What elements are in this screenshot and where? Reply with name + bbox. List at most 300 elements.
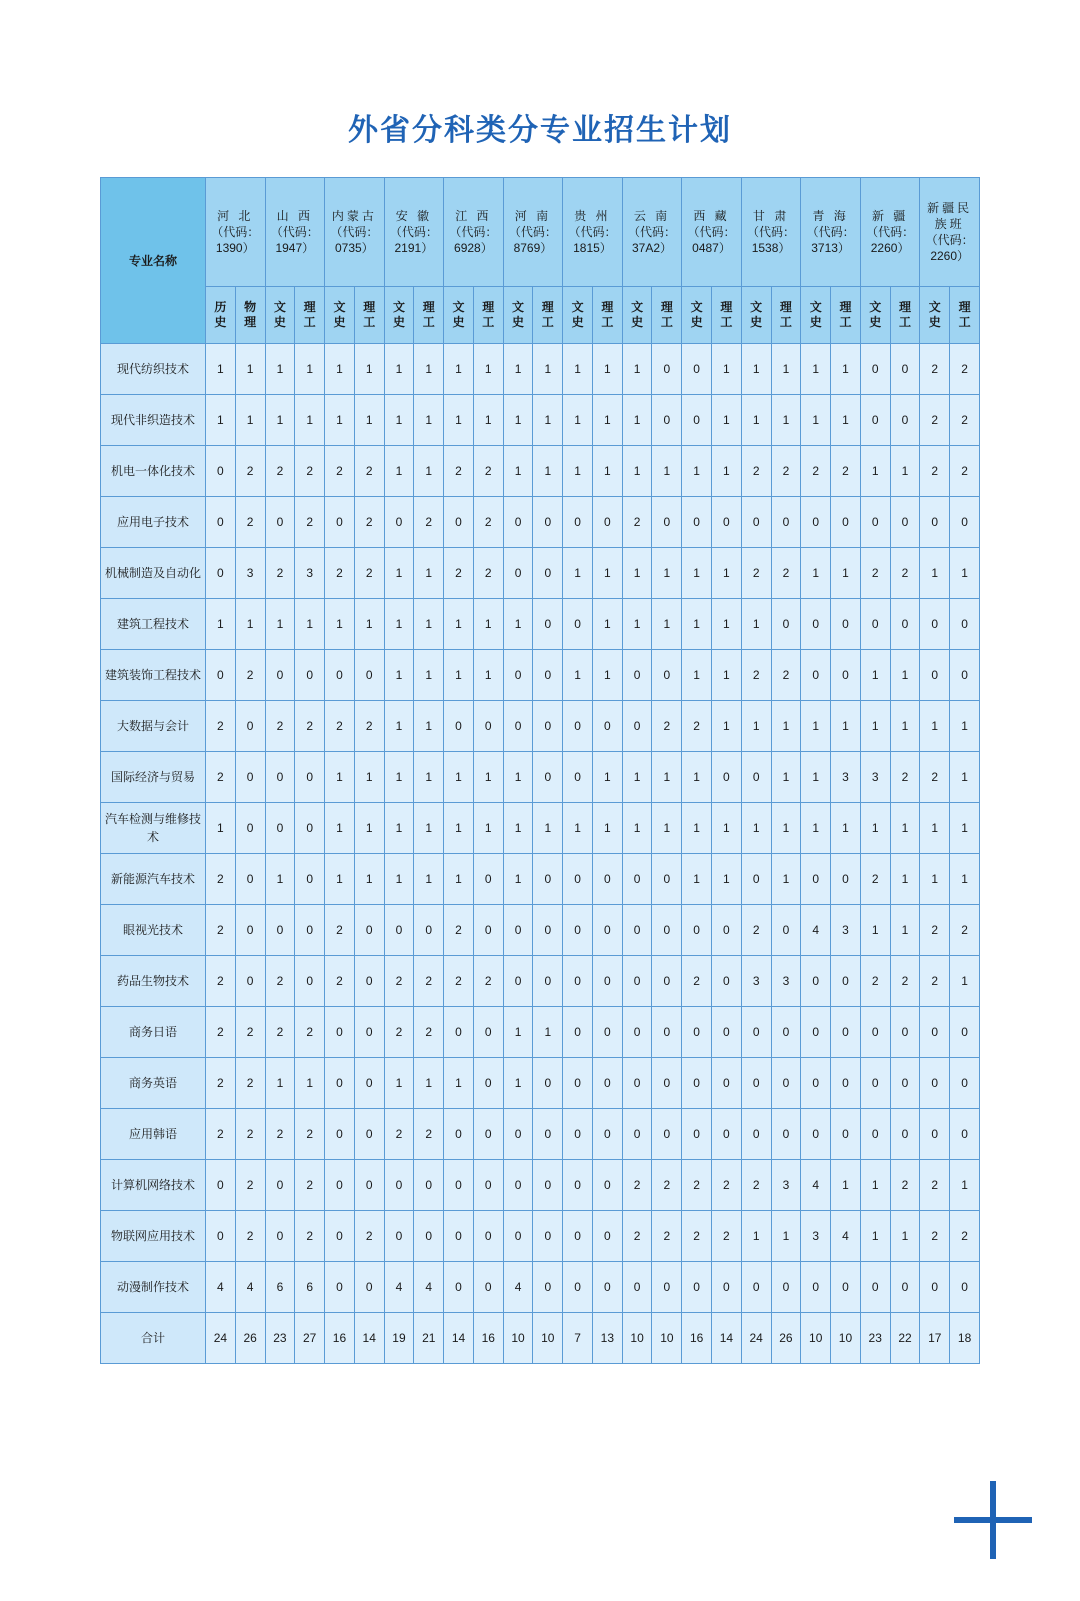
plan-value-cell: 1: [503, 599, 533, 650]
plan-value-cell: 1: [503, 1058, 533, 1109]
plan-value-cell: 0: [712, 1007, 742, 1058]
total-value-cell: 10: [801, 1313, 831, 1364]
plan-value-cell: 0: [503, 905, 533, 956]
plan-value-cell: 0: [890, 497, 920, 548]
plan-value-cell: 0: [741, 1109, 771, 1160]
header-subject-9: [473, 287, 503, 344]
plan-value-cell: 1: [563, 446, 593, 497]
plan-value-cell: 0: [384, 497, 414, 548]
plan-value-cell: 2: [741, 446, 771, 497]
plan-value-cell: 1: [592, 650, 622, 701]
total-value-cell: 14: [354, 1313, 384, 1364]
plan-value-cell: 3: [771, 956, 801, 1007]
plan-value-cell: 0: [563, 752, 593, 803]
plan-value-cell: 1: [831, 803, 861, 854]
plan-value-cell: 0: [950, 1058, 980, 1109]
plan-value-cell: 3: [771, 1160, 801, 1211]
table-row: [101, 1160, 980, 1211]
header-subject-7: [414, 287, 444, 344]
plan-value-cell: 2: [473, 446, 503, 497]
plan-value-cell: 0: [444, 1262, 474, 1313]
plan-value-cell: 1: [414, 446, 444, 497]
plan-value-cell: 0: [712, 956, 742, 1007]
header-region-anhui: [384, 178, 444, 287]
plan-value-cell: 2: [414, 1007, 444, 1058]
plan-value-cell: 2: [444, 905, 474, 956]
plan-value-cell: 2: [354, 497, 384, 548]
region-code-num-jiangxi: 6928）: [454, 241, 493, 256]
plan-value-cell: 1: [920, 854, 950, 905]
plan-value-cell: 0: [920, 1262, 950, 1313]
header-subject-24: [920, 287, 950, 344]
region-code-label-xizang: （代码：: [687, 224, 736, 239]
plan-value-cell: 1: [354, 344, 384, 395]
region-code-num-guizhou: 1815）: [573, 241, 612, 256]
total-value-cell: 24: [741, 1313, 771, 1364]
region-code-label-guizhou: （代码：: [568, 224, 617, 239]
plan-value-cell: 2: [444, 446, 474, 497]
plan-value-cell: 6: [265, 1262, 295, 1313]
plan-value-cell: 0: [652, 1058, 682, 1109]
plan-value-cell: 1: [444, 599, 474, 650]
plan-value-cell: 2: [206, 854, 236, 905]
plan-value-cell: 0: [354, 956, 384, 1007]
plan-value-cell: 0: [325, 1109, 355, 1160]
plan-value-cell: 2: [295, 1160, 325, 1211]
subject-label-14: 文史: [631, 300, 644, 329]
plan-value-cell: 0: [622, 1109, 652, 1160]
region-code-num-yunnan: 37A2）: [631, 241, 672, 256]
plan-value-cell: 0: [712, 497, 742, 548]
plan-value-cell: 0: [801, 956, 831, 1007]
plan-value-cell: 1: [652, 599, 682, 650]
header-subject-11: [533, 287, 563, 344]
region-code-num-xizang: 0487）: [692, 241, 731, 256]
region-code-num-qinghai: 3713）: [811, 241, 850, 256]
plan-value-cell: 0: [652, 395, 682, 446]
plan-value-cell: 0: [533, 497, 563, 548]
subject-label-22: 文史: [869, 300, 882, 329]
region-code-label-qinghai: （代码：: [806, 224, 855, 239]
plan-value-cell: 1: [295, 1058, 325, 1109]
plan-value-cell: 1: [860, 1211, 890, 1262]
plan-value-cell: 0: [473, 1160, 503, 1211]
plan-value-cell: 3: [831, 752, 861, 803]
plan-value-cell: 0: [473, 1262, 503, 1313]
major-name-cell: 新能源汽车技术: [101, 854, 206, 905]
plan-value-cell: 0: [235, 701, 265, 752]
plan-value-cell: 0: [920, 1007, 950, 1058]
header-region-gansu: [741, 178, 801, 287]
total-value-cell: 10: [831, 1313, 861, 1364]
plan-value-cell: 2: [741, 1160, 771, 1211]
plan-value-cell: 0: [325, 1211, 355, 1262]
region-name-qinghai: 青 海: [812, 208, 849, 223]
plan-value-cell: 0: [771, 1058, 801, 1109]
region-name-henan: 河 南: [514, 208, 552, 223]
plan-value-cell: 1: [950, 803, 980, 854]
plan-value-cell: 1: [622, 752, 652, 803]
region-code-num-shanxi: 1947）: [275, 241, 315, 256]
plan-value-cell: 0: [622, 956, 652, 1007]
plan-value-cell: 4: [503, 1262, 533, 1313]
total-value-cell: 26: [235, 1313, 265, 1364]
plan-value-cell: 1: [563, 650, 593, 701]
plan-value-cell: 0: [354, 1007, 384, 1058]
plan-value-cell: 0: [652, 956, 682, 1007]
plan-value-cell: 1: [444, 803, 474, 854]
plan-value-cell: 2: [414, 497, 444, 548]
plan-value-cell: 2: [235, 650, 265, 701]
plan-value-cell: 1: [622, 548, 652, 599]
major-name-cell: 动漫制作技术: [101, 1262, 206, 1313]
plan-value-cell: 1: [860, 803, 890, 854]
plan-value-cell: 0: [503, 1211, 533, 1262]
region-code-label-xinjiang-minzuban: （代码：: [925, 233, 974, 247]
plan-value-cell: 0: [235, 854, 265, 905]
plan-value-cell: 0: [622, 701, 652, 752]
plan-value-cell: 0: [206, 1211, 236, 1262]
plan-value-cell: 0: [563, 1109, 593, 1160]
plan-value-cell: 0: [473, 1109, 503, 1160]
plan-value-cell: 0: [206, 497, 236, 548]
plan-value-cell: 0: [592, 701, 622, 752]
plan-value-cell: 0: [801, 1058, 831, 1109]
plan-value-cell: 0: [771, 497, 801, 548]
total-label-cell: 合计: [101, 1313, 206, 1364]
plan-value-cell: 1: [235, 344, 265, 395]
plan-value-cell: 0: [622, 650, 652, 701]
plan-value-cell: 0: [860, 395, 890, 446]
plan-value-cell: 2: [920, 1160, 950, 1211]
subject-label-18: 文史: [750, 300, 763, 329]
subject-label-11: 理工: [541, 300, 554, 329]
plan-value-cell: 2: [860, 548, 890, 599]
plan-value-cell: 2: [890, 956, 920, 1007]
plan-value-cell: 1: [295, 395, 325, 446]
plan-value-cell: 0: [563, 497, 593, 548]
plan-value-cell: 2: [771, 446, 801, 497]
plan-value-cell: 2: [920, 344, 950, 395]
plan-value-cell: 2: [325, 956, 355, 1007]
plan-value-cell: 0: [682, 1058, 712, 1109]
plan-value-cell: 0: [741, 854, 771, 905]
plan-value-cell: 0: [592, 1058, 622, 1109]
plan-value-cell: 4: [414, 1262, 444, 1313]
plan-value-cell: 0: [533, 701, 563, 752]
table-row: [101, 1058, 980, 1109]
subject-label-5: 理工: [363, 300, 376, 329]
total-value-cell: 7: [563, 1313, 593, 1364]
region-name-gansu: 甘 肃: [752, 208, 790, 223]
plan-value-cell: 2: [414, 956, 444, 1007]
table-row: [101, 701, 980, 752]
plan-value-cell: 1: [592, 344, 622, 395]
plan-value-cell: 0: [235, 905, 265, 956]
subject-label-13: 理工: [601, 300, 614, 329]
plan-value-cell: 2: [682, 1211, 712, 1262]
region-code-label-gansu: （代码：: [747, 224, 796, 239]
plan-value-cell: 1: [295, 599, 325, 650]
plan-value-cell: 0: [831, 1007, 861, 1058]
table-row: [101, 344, 980, 395]
plan-value-cell: 2: [890, 752, 920, 803]
plan-value-cell: 1: [652, 446, 682, 497]
plan-value-cell: 0: [950, 1007, 980, 1058]
header-major-name: 专业名称: [101, 178, 206, 344]
plan-value-cell: 0: [741, 1007, 771, 1058]
plan-value-cell: 1: [622, 803, 652, 854]
plan-value-cell: 1: [890, 854, 920, 905]
crop-mark-vertical: [990, 1481, 996, 1559]
plan-value-cell: 0: [860, 344, 890, 395]
table-row: [101, 395, 980, 446]
plan-value-cell: 0: [771, 1109, 801, 1160]
plan-value-cell: 0: [592, 497, 622, 548]
plan-value-cell: 0: [295, 854, 325, 905]
plan-value-cell: 1: [414, 344, 444, 395]
plan-value-cell: 0: [860, 1262, 890, 1313]
plan-value-cell: 2: [265, 701, 295, 752]
plan-value-cell: 0: [860, 497, 890, 548]
plan-value-cell: 1: [325, 803, 355, 854]
major-name-cell: 现代非织造技术: [101, 395, 206, 446]
table-row: [101, 956, 980, 1007]
plan-value-cell: 2: [206, 1109, 236, 1160]
header-subject-12: [563, 287, 593, 344]
plan-value-cell: 0: [831, 854, 861, 905]
header-subject-8: [444, 287, 474, 344]
header-subject-13: [592, 287, 622, 344]
region-code-num-henan: 8769）: [513, 241, 553, 256]
region-code-label-henan: （代码：: [508, 224, 557, 239]
plan-value-cell: 0: [414, 905, 444, 956]
table-row: [101, 599, 980, 650]
plan-value-cell: 1: [622, 344, 652, 395]
plan-value-cell: 0: [354, 1262, 384, 1313]
plan-value-cell: 0: [682, 395, 712, 446]
plan-value-cell: 0: [533, 1160, 563, 1211]
plan-value-cell: 1: [712, 395, 742, 446]
plan-value-cell: 0: [592, 905, 622, 956]
plan-value-cell: 2: [473, 548, 503, 599]
plan-value-cell: 2: [206, 1007, 236, 1058]
plan-value-cell: 0: [801, 1109, 831, 1160]
plan-value-cell: 1: [920, 803, 950, 854]
total-value-cell: 18: [950, 1313, 980, 1364]
plan-value-cell: 0: [563, 1160, 593, 1211]
header-row-regions: [101, 178, 980, 287]
major-name-cell: 计算机网络技术: [101, 1160, 206, 1211]
plan-value-cell: 1: [860, 446, 890, 497]
subject-label-1: 物理: [244, 300, 257, 329]
plan-value-cell: 0: [682, 1109, 712, 1160]
plan-value-cell: 0: [533, 1058, 563, 1109]
plan-value-cell: 1: [860, 701, 890, 752]
table-row: [101, 1262, 980, 1313]
plan-value-cell: 0: [533, 548, 563, 599]
plan-value-cell: 0: [533, 956, 563, 1007]
table-row: [101, 803, 980, 854]
plan-value-cell: 1: [771, 344, 801, 395]
plan-value-cell: 0: [890, 1058, 920, 1109]
plan-value-cell: 2: [295, 1007, 325, 1058]
region-name-anhui: 安 徽: [395, 208, 433, 223]
plan-value-cell: 2: [295, 497, 325, 548]
plan-value-cell: 0: [295, 905, 325, 956]
plan-value-cell: 1: [533, 1007, 563, 1058]
header-region-hebei: [206, 178, 266, 287]
plan-value-cell: 1: [563, 548, 593, 599]
plan-value-cell: 1: [622, 395, 652, 446]
region-code-num-anhui: 2191）: [394, 241, 434, 256]
plan-value-cell: 1: [503, 395, 533, 446]
plan-value-cell: 0: [533, 752, 563, 803]
plan-value-cell: 1: [295, 344, 325, 395]
plan-value-cell: 2: [741, 548, 771, 599]
plan-value-cell: 2: [920, 395, 950, 446]
plan-value-cell: 2: [235, 446, 265, 497]
header-subject-19: [771, 287, 801, 344]
total-value-cell: 22: [890, 1313, 920, 1364]
admission-plan-table: [100, 177, 980, 1364]
plan-value-cell: 0: [652, 1109, 682, 1160]
plan-value-cell: 1: [473, 599, 503, 650]
total-value-cell: 19: [384, 1313, 414, 1364]
header-subject-6: [384, 287, 414, 344]
plan-value-cell: 1: [682, 599, 712, 650]
plan-value-cell: 0: [652, 854, 682, 905]
plan-value-cell: 0: [622, 1058, 652, 1109]
header-subject-0: [206, 287, 236, 344]
plan-value-cell: 1: [801, 344, 831, 395]
plan-value-cell: 1: [384, 446, 414, 497]
plan-value-cell: 0: [265, 1160, 295, 1211]
plan-value-cell: 0: [265, 497, 295, 548]
total-value-cell: 24: [206, 1313, 236, 1364]
subject-label-2: 文史: [273, 300, 286, 329]
plan-value-cell: 3: [741, 956, 771, 1007]
header-region-yunnan: [622, 178, 682, 287]
plan-value-cell: 1: [503, 752, 533, 803]
plan-value-cell: 3: [295, 548, 325, 599]
header-region-guizhou: [563, 178, 623, 287]
header-subject-16: [682, 287, 712, 344]
plan-value-cell: 0: [831, 1109, 861, 1160]
plan-value-cell: 1: [622, 446, 652, 497]
major-name-cell: 汽车检测与维修技术: [101, 803, 206, 854]
plan-value-cell: 0: [801, 1262, 831, 1313]
plan-value-cell: 1: [206, 395, 236, 446]
plan-value-cell: 1: [890, 1211, 920, 1262]
subject-label-8: 文史: [452, 300, 465, 329]
plan-value-cell: 1: [771, 854, 801, 905]
header-region-xinjiang: [860, 178, 920, 287]
plan-value-cell: 2: [920, 752, 950, 803]
plan-value-cell: 2: [295, 446, 325, 497]
plan-value-cell: 0: [890, 1007, 920, 1058]
plan-value-cell: 1: [473, 650, 503, 701]
region-name-neimenggu: 内蒙古: [331, 208, 377, 223]
plan-value-cell: 3: [831, 905, 861, 956]
plan-value-cell: 2: [295, 701, 325, 752]
major-name-cell: 应用电子技术: [101, 497, 206, 548]
plan-value-cell: 2: [831, 446, 861, 497]
plan-value-cell: 2: [444, 548, 474, 599]
table-row: [101, 1007, 980, 1058]
plan-value-cell: 1: [890, 650, 920, 701]
plan-value-cell: 2: [860, 956, 890, 1007]
plan-value-cell: 0: [682, 905, 712, 956]
plan-value-cell: 2: [206, 956, 236, 1007]
plan-value-cell: 1: [950, 548, 980, 599]
plan-value-cell: 1: [712, 344, 742, 395]
region-name-jiangxi: 江 西: [455, 208, 492, 223]
header-subject-3: [295, 287, 325, 344]
header-row-subjects: [101, 287, 980, 344]
plan-value-cell: 2: [265, 956, 295, 1007]
plan-value-cell: 1: [444, 344, 474, 395]
table-row: [101, 854, 980, 905]
total-value-cell: 16: [325, 1313, 355, 1364]
plan-value-cell: 1: [712, 803, 742, 854]
plan-value-cell: 1: [265, 1058, 295, 1109]
plan-value-cell: 0: [920, 497, 950, 548]
plan-value-cell: 2: [890, 548, 920, 599]
plan-value-cell: 2: [354, 701, 384, 752]
plan-value-cell: 0: [741, 497, 771, 548]
plan-value-cell: 1: [712, 446, 742, 497]
plan-value-cell: 1: [384, 1058, 414, 1109]
plan-value-cell: 1: [384, 803, 414, 854]
plan-value-cell: 4: [384, 1262, 414, 1313]
plan-value-cell: 0: [801, 497, 831, 548]
region-code-label-jiangxi: （代码：: [449, 224, 498, 239]
plan-value-cell: 1: [682, 650, 712, 701]
total-value-cell: 23: [860, 1313, 890, 1364]
plan-value-cell: 0: [563, 905, 593, 956]
header-region-shanxi: [265, 178, 325, 287]
plan-value-cell: 2: [473, 497, 503, 548]
plan-value-cell: 0: [652, 1007, 682, 1058]
plan-value-cell: 1: [206, 344, 236, 395]
plan-value-cell: 0: [533, 905, 563, 956]
plan-value-cell: 1: [712, 548, 742, 599]
plan-value-cell: 1: [741, 1211, 771, 1262]
plan-value-cell: 1: [771, 752, 801, 803]
plan-value-cell: 1: [831, 1160, 861, 1211]
plan-value-cell: 0: [592, 1211, 622, 1262]
plan-value-cell: 2: [712, 1160, 742, 1211]
plan-value-cell: 1: [473, 395, 503, 446]
header-subject-21: [831, 287, 861, 344]
header-subject-15: [652, 287, 682, 344]
plan-value-cell: 0: [890, 1262, 920, 1313]
table-head: [101, 178, 980, 344]
table-body: [101, 344, 980, 1364]
plan-value-cell: 0: [741, 752, 771, 803]
plan-value-cell: 0: [533, 650, 563, 701]
major-name-cell: 机电一体化技术: [101, 446, 206, 497]
region-code-label-xinjiang: （代码：: [866, 224, 915, 239]
plan-value-cell: 1: [801, 548, 831, 599]
plan-value-cell: 0: [563, 1211, 593, 1262]
plan-value-cell: 0: [325, 1058, 355, 1109]
plan-value-cell: 0: [563, 956, 593, 1007]
plan-value-cell: 0: [592, 1109, 622, 1160]
header-subject-14: [622, 287, 652, 344]
plan-value-cell: 2: [206, 905, 236, 956]
